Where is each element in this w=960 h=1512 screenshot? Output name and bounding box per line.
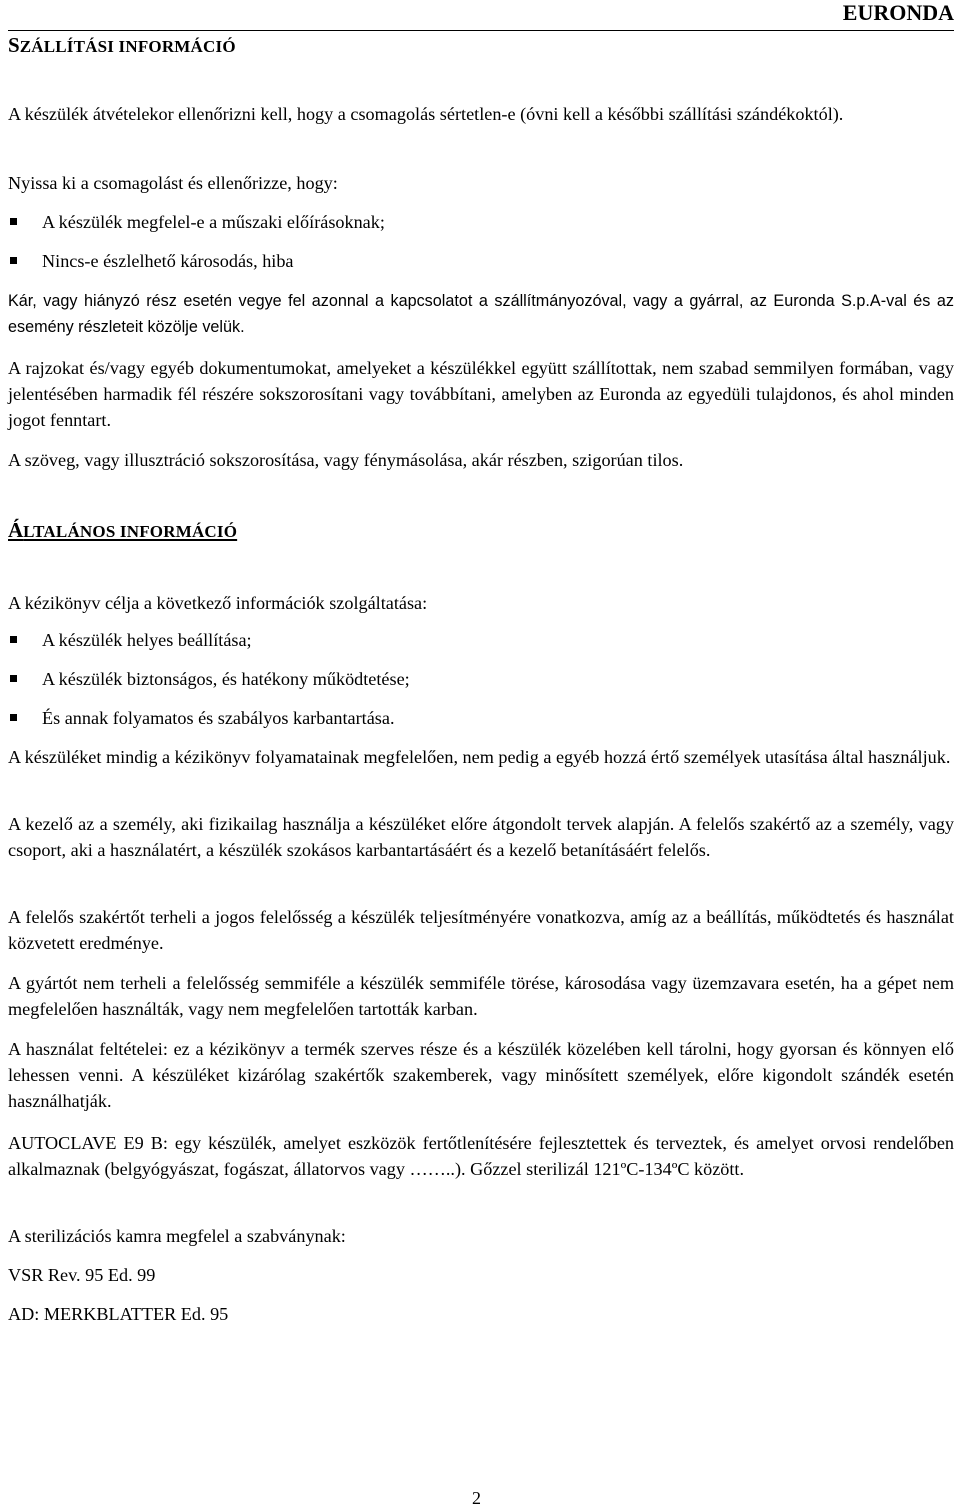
page-number: 2 — [472, 1488, 481, 1508]
bullet-square-icon — [10, 636, 17, 643]
bullet-square-icon — [10, 257, 17, 264]
heading-initial: Á — [8, 518, 24, 542]
standard-reference-1: VSR Rev. 95 Ed. 99 — [8, 1265, 156, 1285]
general-paragraph-1: A kézikönyv célja a következő információk szolgáltatása: — [8, 593, 428, 613]
heading-initial: S — [8, 33, 20, 57]
bullet-square-icon — [10, 714, 17, 721]
list-item-text: A készülék helyes beállítása; — [42, 630, 252, 650]
heading-text: LTALÁNOS INFORMÁCIÓ — [23, 522, 238, 541]
list-item-text: És annak folyamatos és szabályos karbantartása. — [42, 708, 395, 728]
general-info-heading — [8, 518, 237, 544]
list-item-text: A készülék megfelel-e a műszaki előírásoknak; — [42, 212, 385, 232]
shipping-paragraph-4: A rajzokat és/vagy egyéb dokumentumokat, amelyeket a készülékkel együtt szállítottak, nem szabad semmilyen formában, vagy jelentésében harmadik fél részére sokszorosítani vagy továbbítani, amelyben az Euronda az egyedüli tulajdonos, és ahol minden jogot fenntart. — [8, 358, 954, 430]
general-paragraph-6: A használat feltételei: ez a kézikönyv a termék szerves része és a készülék közelében kell tárolni, hogy gyorsan és könnyen elő lehessen venni. A készüléket kizárólag szakértők szakemberek, vagy minősített személyek, előre kigondolt szándék esetén használhatják. — [8, 1039, 954, 1111]
bullet-square-icon — [10, 675, 17, 682]
general-paragraph-2: A készüléket mindig a kézikönyv folyamatainak megfelelően, nem pedig a egyéb hozzá értő személyek utasítása által használjuk. — [8, 747, 951, 767]
general-paragraph-4: A felelős szakértőt terheli a jogos felelősség a készülék teljesítményére vonatkozva, amíg az a beállítás, működtetés és használat közvetett eredménye. — [8, 907, 954, 953]
bullet-square-icon — [10, 218, 17, 225]
general-paragraph-5: A gyártót nem terheli a felelősség semmiféle a készülék semmiféle törése, károsodása vagy üzemzavara esetén, ha a gépet nem megfelelően használták, vagy nem megfelelően tartották karban. — [8, 973, 954, 1019]
list-item-text: Nincs-e észlelhető károsodás, hiba — [42, 251, 294, 271]
shipping-paragraph-3: Kár, vagy hiányzó rész esetén vegye fel azonnal a kapcsolatot a szállítmányozóval, vagy a gyárral, az Euronda S.p.A-val és az esemény részleteit közölje velük. — [8, 292, 954, 336]
shipping-paragraph-1: A készülék átvételekor ellenőrizni kell, hogy a csomagolás sértetlen-e (óvni kell a későbbi szállítási szándékoktól). — [8, 104, 844, 124]
general-paragraph-7: AUTOCLAVE E9 B: egy készülék, amelyet eszközök fertőtlenítésére fejlesztettek és terveztek, és amelyet orvosi rendelőben alkalmaznak (belgyógyászat, fogászat, állatorvos vagy ……..). Gőzzel sterilizál 121ºC-134ºC között. — [8, 1133, 954, 1179]
shipping-paragraph-5: A szöveg, vagy illusztráció sokszorosítása, vagy fénymásolása, akár részben, szigorúan tilos. — [8, 450, 684, 470]
brand-name: EURONDA — [842, 0, 954, 25]
shipping-paragraph-2: Nyissa ki a csomagolást és ellenőrizze, hogy: — [8, 173, 338, 193]
page-header — [8, 0, 954, 31]
shipping-info-heading — [8, 33, 236, 59]
list-item-text: A készülék biztonságos, és hatékony működtetése; — [42, 669, 410, 689]
general-paragraph-3: A kezelő az a személy, aki fizikailag használja a készüléket előre átgondolt tervek alapján. A felelős szakértő az a személy, vagy csoport, aki a használatért, a készülék szokásos karbantartásáért és a kezelő betanításáért felelős. — [8, 814, 954, 860]
standard-reference-2: AD: MERKBLATTER Ed. 95 — [8, 1304, 229, 1324]
heading-text: ZÁLLÍTÁSI INFORMÁCIÓ — [19, 37, 236, 56]
general-paragraph-8: A sterilizációs kamra megfelel a szabványnak: — [8, 1226, 346, 1246]
